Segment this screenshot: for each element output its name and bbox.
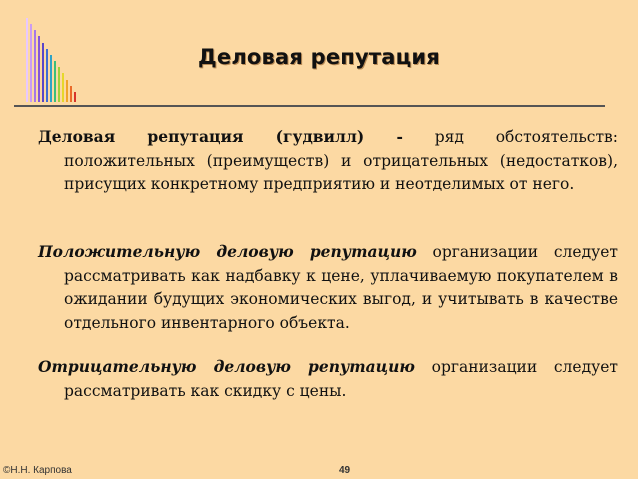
negative-text: организации следует рассматривать как скидку с цены. [64,358,618,400]
definition-lead: Деловая репутация (гудвилл) - [38,127,403,146]
decorative-bar [58,67,60,102]
page-number: 49 [339,465,351,476]
paragraph-negative [38,355,618,403]
definition-text: ряд обстоятельств: положительных (преимуществ) и отрицательных (недостатков), присущих конкретному предприятию и неотделимых от него. [64,128,618,193]
negative-lead: Отрицательную деловую репутацию [38,357,415,376]
paragraph-definition [38,125,618,197]
copyright-author: ©Н.Н. Карпова [3,465,72,476]
decorative-bar [62,73,64,102]
decorative-bar [70,86,72,102]
paragraph-positive [38,240,618,335]
slide-title: Деловая репутация [198,45,440,69]
positive-lead: Положительную деловую репутацию [38,242,417,261]
title-divider [14,105,605,107]
decorative-bar [66,80,68,102]
decorative-bar [74,92,76,102]
positive-text: организации следует рассматривать как надбавку к цене, уплачиваемую покупателем в ожидании будущих экономических выгод, и учитывать в качестве отдельного инвентарного объекта. [64,243,618,332]
